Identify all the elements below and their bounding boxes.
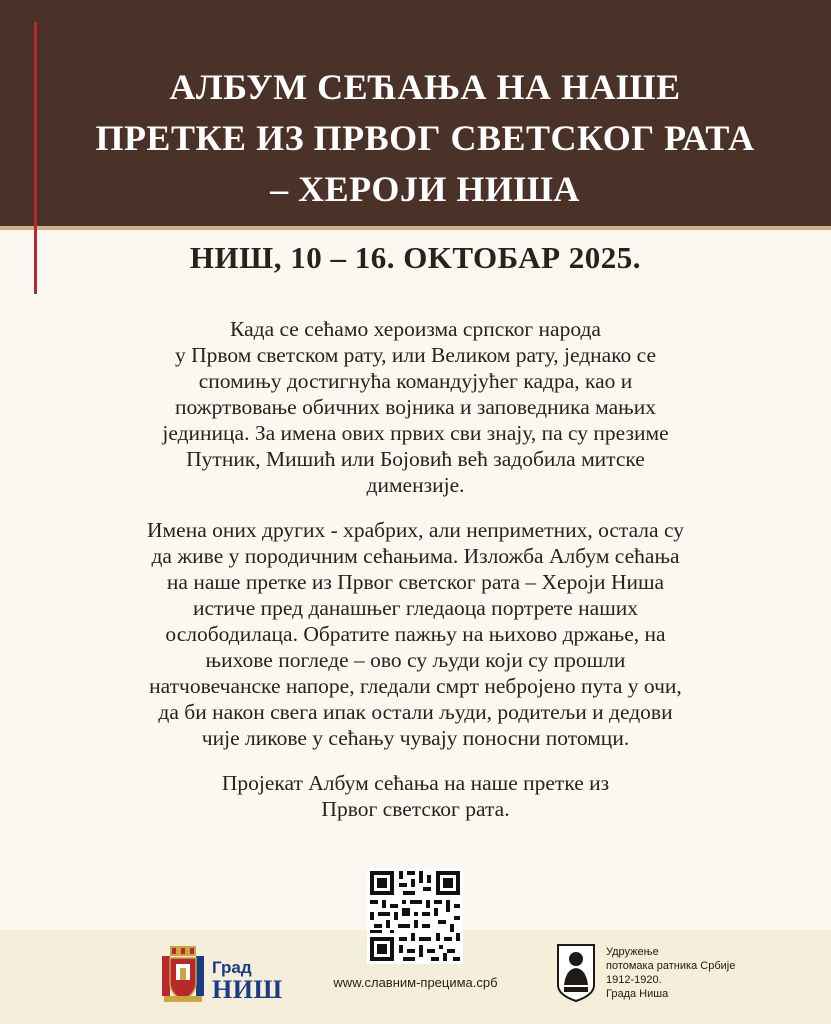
text-line: Првог светског рата.	[321, 797, 510, 821]
text-line: спомињу достигнућа командујућег кадра, као и	[198, 369, 633, 393]
text-line: чије ликове у сећању чувају поносни потомци.	[201, 726, 630, 750]
city-logo-line1: Град	[212, 958, 252, 977]
text-line: натчовечанске напоре, гледали смрт небројено пута у очи,	[149, 674, 682, 698]
paragraph-1	[80, 316, 751, 498]
event-date: НИШ, 10 – 16. OKTOБАР 2025.	[189, 240, 642, 275]
paragraph-3	[80, 770, 751, 822]
title-line-2: ПРЕТКЕ ИЗ ПРВОГ СВЕТСКОГ РАТА	[95, 118, 755, 158]
association-line: потомака ратника Србије	[606, 960, 736, 972]
text-line: на наше претке из Првог светског рата – Хероји Ниша	[166, 570, 665, 594]
text-line: њихове погледе – ово су људи који су прошли	[205, 648, 626, 672]
association-name	[606, 945, 746, 1001]
text-line: јединица. За имена ових првих сви знају, па су презиме	[162, 421, 669, 445]
text-line: ослободилаца. Обратите пажњу на њихово држање, на	[165, 622, 666, 646]
text-line: Путник, Мишић или Бојовић већ задобила митске	[186, 447, 645, 471]
city-logo-line2: НИШ	[212, 975, 283, 1004]
header-divider	[0, 226, 831, 230]
association-line: 1912-1920.	[606, 974, 662, 986]
text-line: Када се сећамо хероизма српског народа	[230, 317, 601, 341]
association-line: Града Ниша	[606, 988, 669, 1000]
paragraph-2	[80, 517, 751, 751]
text-line: да живе у породичним сећањима. Изложба Албум сећања	[151, 544, 680, 568]
qr-code-icon[interactable]	[367, 868, 463, 964]
text-line: димензије.	[366, 473, 465, 497]
text-line: пожртвовање обичних војника и заповедника мањих	[175, 395, 656, 419]
title-line-1: АЛБУМ СЕЋАЊА НА НАШЕ	[169, 67, 681, 107]
text-line: у Првом светском рату, или Великом рату, једнако се	[174, 343, 657, 367]
text-line: истиче пред данашњег гледаоца портрете наших	[192, 596, 639, 620]
text-line: Пројекат Албум сећања на наше претке из	[221, 771, 610, 795]
poster-title	[60, 62, 790, 215]
city-of-nis-logo	[160, 946, 290, 1008]
text-line: Имена оних других - храбрих, али неприметних, остала су	[147, 518, 684, 542]
association-line: Удружење	[606, 946, 659, 958]
website-link[interactable]: www.славним-прецима.срб	[333, 975, 498, 990]
qr-code-graphic	[367, 868, 463, 964]
city-crest-icon	[160, 946, 206, 1004]
text-line: да би након свега ипак остали људи, родитељи и дедови	[158, 700, 673, 724]
title-line-3: – ХЕРОЈИ НИША	[270, 169, 580, 209]
association-emblem-icon	[552, 941, 600, 1003]
